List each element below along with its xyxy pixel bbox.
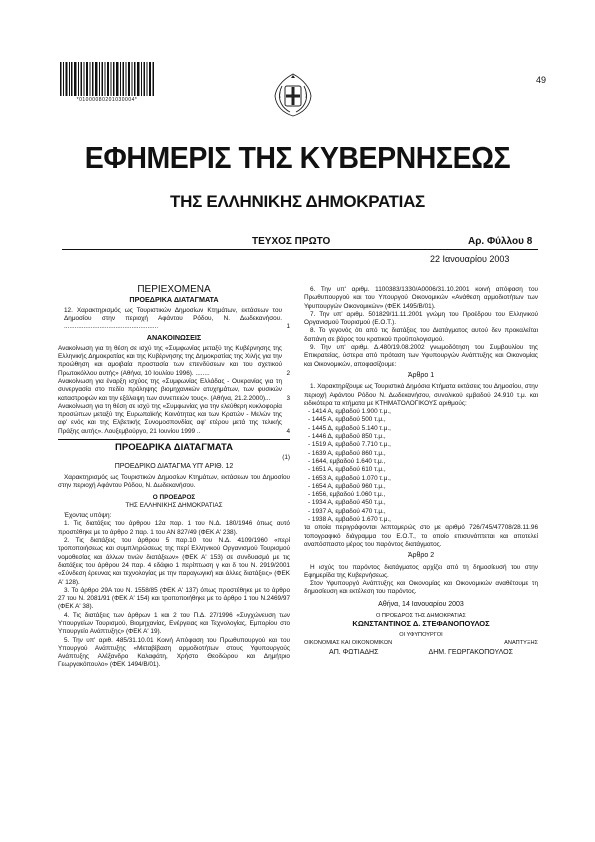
gazette-subtitle: ΤΗΣ ΕΛΛΗΝΙΚΗΣ ΔΗΜΟΚΡΑΤΙΑΣ (170, 192, 425, 211)
parcel-item: - 1519 Α, εμβαδού 7.710 τ.μ., (308, 441, 391, 449)
parcel-item: - 1653 Α, εμβαδού 1.070 τ.μ., (308, 474, 391, 482)
toc-item[interactable] (58, 403, 290, 436)
greek-coat-of-arms-emblem (270, 72, 316, 118)
minister-2-role: ΑΝΑΠΤΥΞΗΣ (504, 639, 538, 646)
decree-number: ΠΡΟΕΔΡΙΚΟ ΔΙΑΤΑΓΜΑ ΥΠ' ΑΡΙΘ. 12 (114, 462, 234, 470)
toc-item-text: 12. Χαρακτηρισμός ως Τουριστικών Δημοσίων Κτημάτων, εκτάσεων του Δημοσίου στην περιοχή Αφάντου Ρόδου, Ν. Δωδεκανήσου. ..................................................... (64, 306, 282, 331)
toc-item-page: 1 (286, 323, 290, 331)
toc-item-page: 2 (286, 369, 290, 377)
considering-label: Έχοντας υπόψη: (64, 512, 112, 520)
minister-1-role: ΟΙΚΟΝΟΜΙΑΣ ΚΑΙ ΟΙΚΟΝΟΜΙΚΩΝ (304, 639, 393, 646)
article-1-text: 1. Χαρακτηρίζουμε ως Τουριστικά Δημόσια Κτήματα εκτάσεις του Δημοσίου, στην περιοχή Αφάντου Ρόδου Ν. Δωδεκανήσου, συνολικού εμβαδού 24.910 τ.μ. και ειδικότερα τα κτήματα με ΚΤΗΜΑΤΟΛΟΓΙΚΟΥΣ αριθμούς: (304, 383, 538, 407)
parcel-item: - 1414 Α, εμβαδού 1.900 τ.μ., (308, 408, 391, 416)
paragraph-8: 8. Το γεγονός ότι από τις διατάξεις του Διατάγματος αυτού δεν προκαλείται δαπάνη σε βάρος του κρατικού προϋπολογισμού. (304, 327, 538, 343)
toc-item[interactable] (58, 378, 290, 403)
minister-roles-row (304, 639, 538, 647)
article-1-tail: τα οποία περιγράφονται λεπτομερώς στο με αριθμό 726/745/47708/28.11.96 τοπογραφικό διάγραμμα του Ε.Ο.Τ., το οποίο επισυνάπτεται και αποτελεί αναπόσπαστο μέρος του παρόντος διατάγματος. (304, 524, 538, 548)
parcel-item: - 1937 Α, εμβαδού 470 τ.μ., (308, 507, 386, 515)
parcel-item: - 1938 Α, εμβαδού 1.670 τ.μ., (308, 516, 391, 524)
signatory-name: ΚΩΝΣΤΑΝΤΙΝΟΣ Δ. ΣΤΕΦΑΝΟΠΟΥΛΟΣ (352, 619, 490, 629)
parcel-item: - 1651 Α, εμβαδού 610 τ.μ., (308, 466, 386, 474)
minister-2-name: ΔΗΜ. ΓΕΩΡΓΑΚΟΠΟΥΛΟΣ (428, 649, 513, 657)
gazette-title: ΕΦΗΜΕΡΙΣ ΤΗΣ ΚΥΒΕΡΝΗΣΕΩΣ (84, 140, 511, 175)
president-title: Ο ΠΡΟΕΔΡΟΣ (152, 493, 196, 501)
parcel-item: - 1446 Δ, εμβαδού 850 τ.μ., (308, 433, 386, 441)
article-2-text-2: Στον Υφυπουργό Ανάπτυξης και Οικονομίας και Οικονομικών αναθέτουμε τη δημοσίευση και εκτέλεση του παρόντος. (304, 580, 538, 596)
issue-date: 22 Ιανουαρίου 2003 (430, 254, 510, 264)
article-2-text: Η ισχύς του παρόντος διατάγματος αρχίζει από τη δημοσίευσή του στην Εφημερίδα της Κυβερνήσεως. (304, 563, 538, 579)
sheet-number: Αρ. Φύλλου 8 (468, 236, 533, 247)
toc-item-page: 3 (286, 394, 290, 402)
parcel-item: - 1656, εμβαδού 1.060 τ.μ., (308, 491, 386, 499)
paragraph-9: 9. Την υπ' αριθμ. Δ.480/19.08.2002 γνωμοδότηση του Συμβουλίου της Επικρατείας, ύστερα από πρόταση των Υφυπουργών Ανάπτυξης και Οικονομίας και Οικονομικών, αποφασίζουμε: (304, 344, 538, 368)
right-column (304, 286, 538, 657)
issue-label: ΤΕΥΧΟΣ ΠΡΩΤΟ (252, 236, 331, 247)
paragraph-4: 4. Τις διατάξεις των άρθρων 1 και 2 του Π.Δ. 27/1996 «Συγχώνευση των Υπουργείων Τουρισμού, Βιομηχανίας, Ενέργειας και Τεχνολογίας, Εμπορίου στο Υπουργείο Ανάπτυξης» (ΦΕΚ Α' 19). (58, 611, 290, 636)
paragraph-1: 1. Τις διατάξεις του άρθρου 12α παρ. 1 του Ν.Δ. 180/1946 όπως αυτό προστέθηκε με το άρθρο 2 παρ. 1 του ΑΝ 827/49 (ΦΕΚ Α' 238). (58, 520, 290, 536)
paragraph-2: 2. Τις διατάξεις του άρθρου 5 παρ.10 του Ν.Δ. 4109/1960 «περί τροποποιήσεως και συμπληρώσεως της περί Ελληνικού Οργανισμού Τουρισμού νομοθεσίας και άλλων τινών διατάξεων» (ΦΕΚ Α' 153) σε συνδυασμό με τις διατάξεις του άρθρου 24 παρ. 4 εδάφιο 1 περίπτωση γ και δ του Ν. 2919/2001 «Σύνδεση έρευνας και τεχνολογίας με την παραγωγική και άλλες διατάξεις» (ΦΕΚ Α' 128). (58, 537, 290, 586)
minister-names-row (304, 649, 538, 657)
parcel-list (304, 408, 538, 524)
toc-item-text: Ανακοίνωση για τη θέση σε ισχύ της «Συμφωνίας μεταξύ της Κυβέρνησης της Ελληνικής Δημοκρατίας και της Κυβέρνησης της Δημοκρατίας της Χιλής για την προώθηση και αμοιβαία προστασία των επενδύσεων και του σχετικού Πρωτοκόλλου αυτής» (Αθήνα, 10 Ιουλίου 1996). ........ (58, 344, 282, 377)
decree-subject: Χαρακτηρισμός ως Τουριστικών Δημοσίων Κτημάτων, εκτάσεων του Δημοσίου στην περιοχή Αφάντου Ρόδου, Ν. Δωδεκανήσου. (58, 473, 290, 490)
toc-section-decrees: ΠΡΟΕΔΡΙΚΑ ΔΙΑΤΑΓΜΑΤΑ (129, 295, 219, 305)
parcel-item: - 1654 Α, εμβαδού 960 τ.μ., (308, 482, 386, 490)
parcel-item: - 1445 Δ, εμβαδού 5.140 τ.μ., (308, 424, 391, 432)
republic-name: ΤΗΣ ΕΛΛΗΝΙΚΗΣ ΔΗΜΟΚΡΑΤΙΑΣ (125, 501, 223, 509)
parcel-item: - 1445 Α, εμβαδού 500 τ.μ., (308, 416, 386, 424)
article-2-heading: Άρθρο 2 (407, 552, 435, 560)
toc-item-text: Ανακοίνωση για έναρξη ισχύος της «Συμφωνίας Ελλάδας - Ουκρανίας για τη συνεργασία στο πεδίο πρόληψης βιομηχανικών ατυχημάτων, των φυσικών καταστροφών και την εξάλειψη των συνεπειών τους». (Αθήνα, 21.2.2000)... (58, 377, 282, 402)
section-divider (58, 439, 290, 440)
toc-section-announcements: ΑΝΑΚΟΙΝΩΣΕΙΣ (146, 333, 202, 343)
article-1-heading: Άρθρο 1 (407, 371, 435, 379)
page-number: 49 (536, 75, 547, 85)
place-date: Αθήνα, 14 Ιανουαρίου 2003 (378, 600, 464, 608)
paragraph-6: 6. Την υπ' αριθμ. 1100383/1330/Α0006/31.10.2001 κοινή απόφαση του Πρωθυπουργού και του Υπουργού Οικονομικών «Ανάθεση αρμοδιοτήτων των Υφυπουργών Οικονομικών» (ΦΕΚ 1495/Β/01). (304, 286, 538, 310)
paragraph-5: 5. Την υπ' αριθ. 485/31.10.01 Κοινή Απόφαση του Πρωθυπουργού και του Υπουργού Ανάπτυξης «Μεταβίβαση αρμοδιοτήτων στους Υφυπουργούς Ανάπτυξης Αλέξανδρο Καλαφάτη, Χρήστο Θεοδώρου και Δημήτριο Γεωργακόπουλο» (ΦΕΚ 1494/Β/01). (58, 636, 290, 669)
paragraph-3: 3. Το άρθρο 29Α του Ν. 1558/85 (ΦΕΚ Α' 137) όπως προστέθηκε με το άρθρο 27 του Ν. 2081/91 (ΦΕΚ Α' 154) και τροποποιήθηκε με το άρθρο 1 του Ν.2469/97 (ΦΕΚ Α' 38). (58, 586, 290, 611)
toc-item[interactable] (58, 307, 290, 332)
ministers-label: ΟΙ ΥΦΥΠΟΥΡΓΟΙ (399, 631, 443, 638)
toc-item-text: Ανακοίνωση για τη θέση σε ισχύ της «Συμφωνίας για την ελεύθερη κυκλοφορία προσώπων μεταξύ της Ευρωπαϊκής Κοινότητας και των Κρατών - Μελών της αφ' ενός και της Ελβετικής Συνομοσπονδίας αφ' ετέρου μετά της τελικής Πράξης αυτής». Λουξεμβούργο, 21 Ιουνίου 1999 .. (58, 402, 282, 435)
parcel-item: - 1644, εμβαδού 1.640 τ.μ., (308, 457, 386, 465)
toc-item-page: 4 (286, 427, 290, 435)
toc-heading: ΠΕΡΙΕΧΟΜΕΝΑ (137, 284, 211, 295)
header-divider (62, 249, 538, 250)
barcode (60, 62, 154, 96)
left-column (58, 286, 290, 670)
signatory-title: Ο ΠΡΟΕΔΡΟΣ ΤΗΣ ΔΗΜΟΚΡΑΤΙΑΣ (376, 612, 466, 619)
paragraph-7: 7. Την υπ' αριθμ. 501829/11.11.2001 γνώμη του Προέδρου του Ελληνικού Οργανισμού Τουρισμού (Ε.Ο.Τ.). (304, 310, 538, 327)
parcel-item: - 1639 Α, εμβαδού 860 τ.μ., (308, 449, 386, 457)
decree-marker: (1) (282, 454, 290, 462)
decree-section-heading: ΠΡΟΕΔΡΙΚΑ ΔΙΑΤΑΓΜΑΤΑ (115, 442, 233, 454)
barcode-number: *01000080201030004* (76, 97, 138, 103)
parcel-item: - 1934 Α, εμβαδού 450 τ.μ., (308, 499, 386, 507)
toc-item[interactable] (58, 345, 290, 378)
minister-1-name: ΑΠ. ΦΩΤΙΑΔΗΣ (329, 649, 379, 657)
